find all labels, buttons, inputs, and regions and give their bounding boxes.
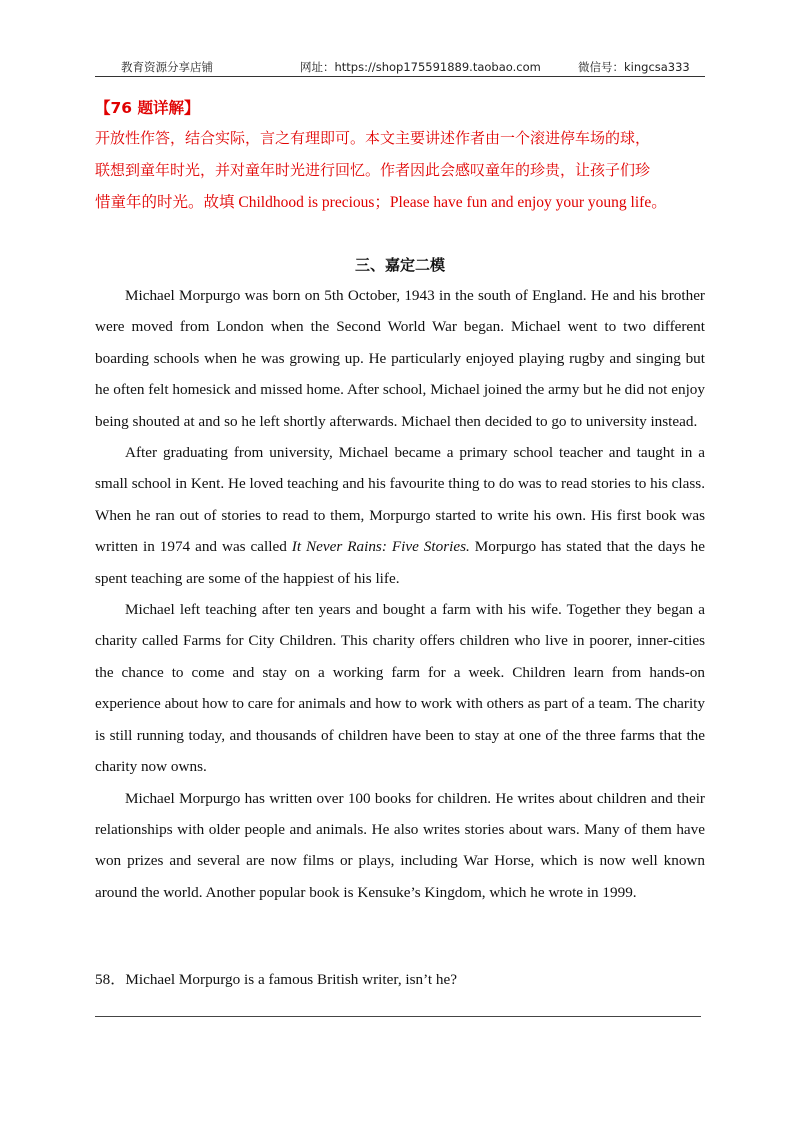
passage-paragraph-1: Michael Morpurgo was born on 5th October, 1943 in the south of England. He and his brother were moved from London when the Second World War began. Michael went to two different boarding schools when he was growing up. He particularly enjoyed playing rugby and singing but he often felt homesick and missed home. After school, Michael joined the army but he did not enjoy being shouted at and so he left shortly afterwards. Michael then decided to go to university instead. [95, 287, 705, 430]
analysis-line: 开放性作答，结合实际，言之有理即可。本文主要讲述作者由一个滚进停车场的球， [95, 129, 651, 147]
answer-line[interactable] [95, 1016, 701, 1017]
analysis-line: 联想到童年时光，并对童年时光进行回忆。作者因此会感叹童年的珍贵，让孩子们珍 [95, 161, 651, 179]
analysis-line [95, 190, 705, 212]
question-58: 58．Michael Morpurgo is a famous British writer, isn’t he? [95, 971, 458, 988]
analysis-line-text: 惜童年的时光。故填 Childhood is precious；Please have fun and enjoy your young life。 [95, 194, 667, 211]
passage-paragraph-3: Michael left teaching after ten years and bought a farm with his wife. Together they began a charity called Farms for City Children. This charity offers children who live in poorer, inner-cities the chance to come and stay on a working farm for a week. Children learn from hands-on experience about how to care for animals and how to work with others as part of a team. The charity is still running today, and thousands of children have been to stay at one of the three farms that the charity now owns. [95, 601, 705, 776]
analysis-title: 【76 题详解】 [95, 99, 200, 117]
passage-paragraph-2 [95, 437, 705, 594]
passage-paragraph-4: Michael Morpurgo has written over 100 books for children. He writes about children and their relationships with older people and animals. He also writes stories about wars. Many of them have won prizes and several are now films or plays, including War Horse, which is now well known around the world. Another popular book is Kensuke’s Kingdom, which he wrote in 1999. [95, 789, 705, 901]
page-header [95, 56, 705, 77]
header-url: 网址：https://shop175591889.taobao.com [300, 60, 541, 74]
paragraph-2-text-end: Morpurgo has stated that the days he spent teaching are some of the happiest of his life. [95, 538, 705, 587]
header-shop-name: 教育资源分享店铺 [121, 60, 213, 74]
header-wechat: 微信号：kingcsa333 [578, 60, 690, 74]
paragraph-2-text: After graduating from university, Michael became a primary school teacher and taught in a small school in Kent. He loved teaching and his favourite thing to do was to read stories to his class. When he ran out of stories to read to them, Morpurgo started to write his own. His first book was written in 1974 and was called [95, 444, 705, 556]
section-title: 三、嘉定二模 [354, 256, 445, 274]
reading-passage [95, 280, 705, 908]
book-title: It Never Rains: Five Stories. [291, 538, 470, 556]
